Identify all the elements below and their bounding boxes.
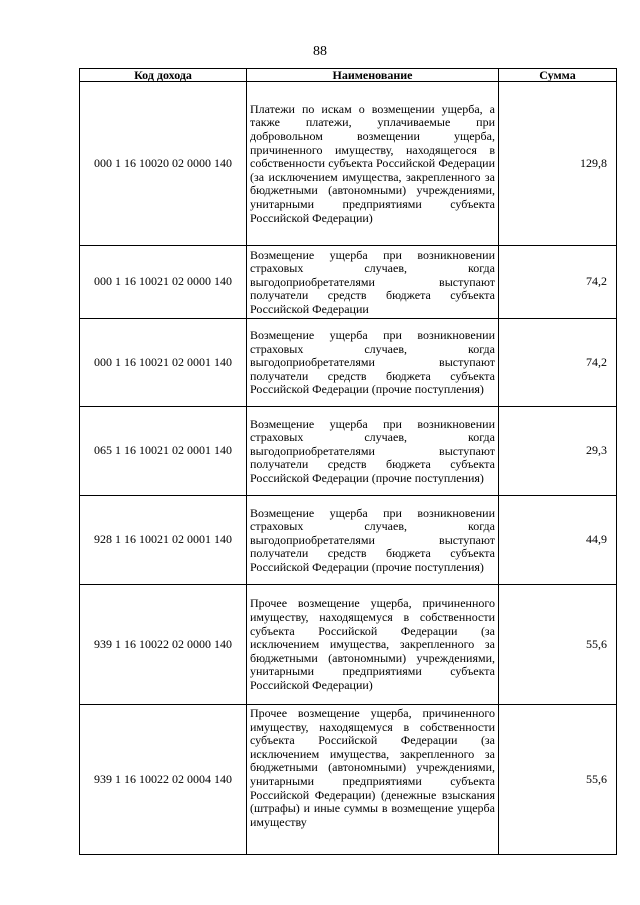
revenue-sum-cell: 74,2 [499, 246, 617, 319]
table-row [80, 407, 617, 496]
revenue-code-cell: 065 1 16 10021 02 0001 140 [80, 407, 247, 496]
revenue-sum-cell: 74,2 [499, 319, 617, 407]
table-row [80, 496, 617, 585]
table-row [80, 705, 617, 855]
table-row [80, 246, 617, 319]
header-name: Наименование [247, 69, 499, 82]
revenue-sum-cell: 29,3 [499, 407, 617, 496]
page-number: 88 [313, 44, 327, 59]
revenue-name-cell: Возмещение ущерба при возникновении страховых случаев, когда выгодоприобретателями выступают получатели средств бюджета субъекта Российской Федерации (прочие поступления) [247, 407, 499, 496]
revenue-code-cell: 939 1 16 10022 02 0000 140 [80, 585, 247, 705]
revenue-name-cell: Возмещение ущерба при возникновении страховых случаев, когда выгодоприобретателями выступают получатели средств бюджета субъекта Российской Федерации (прочие поступления) [247, 319, 499, 407]
revenue-sum-cell: 55,6 [499, 705, 617, 855]
table-header-row [80, 69, 617, 82]
revenue-name-cell: Прочее возмещение ущерба, причиненного имуществу, находящемуся в собственности субъекта Российской Федерации (за исключением имущества, закрепленного за бюджетными (автономными) учреждениями, унитарными предприятиями субъекта Российской Федерации) [247, 585, 499, 705]
revenue-name-cell: Возмещение ущерба при возникновении страховых случаев, когда выгодоприобретателями выступают получатели средств бюджета субъекта Российской Федерации [247, 246, 499, 319]
header-sum: Сумма [499, 69, 617, 82]
revenue-code-cell: 000 1 16 10020 02 0000 140 [80, 82, 247, 246]
table-row [80, 319, 617, 407]
revenue-name-cell: Платежи по искам о возмещении ущерба, а также платежи, уплачиваемые при добровольном возмещении ущерба, причиненного имуществу, находящегося в собственности субъекта Российской Федерации (за исключением имущества, закрепленного за бюджетными (автономными) учреждениями, унитарными предприятиями субъекта Российской Федерации) [247, 82, 499, 246]
header-code: Код дохода [80, 69, 247, 82]
revenue-table [79, 68, 617, 855]
revenue-code-cell: 000 1 16 10021 02 0001 140 [80, 319, 247, 407]
table-row [80, 82, 617, 246]
revenue-sum-cell: 129,8 [499, 82, 617, 246]
revenue-sum-cell: 55,6 [499, 585, 617, 705]
revenue-sum-cell: 44,9 [499, 496, 617, 585]
revenue-name-cell: Возмещение ущерба при возникновении страховых случаев, когда выгодоприобретателями выступают получатели средств бюджета субъекта Российской Федерации (прочие поступления) [247, 496, 499, 585]
revenue-name-cell: Прочее возмещение ущерба, причиненного имуществу, находящемуся в собственности субъекта Российской Федерации (за исключением имущества, закрепленного за бюджетными (автономными) учреждениями, унитарными предприятиями субъекта Российской Федерации) (денежные взыскания (штрафы) и иные суммы в возмещение ущерба имуществу [247, 705, 499, 855]
table-row [80, 585, 617, 705]
revenue-code-cell: 000 1 16 10021 02 0000 140 [80, 246, 247, 319]
revenue-code-cell: 939 1 16 10022 02 0004 140 [80, 705, 247, 855]
revenue-code-cell: 928 1 16 10021 02 0001 140 [80, 496, 247, 585]
